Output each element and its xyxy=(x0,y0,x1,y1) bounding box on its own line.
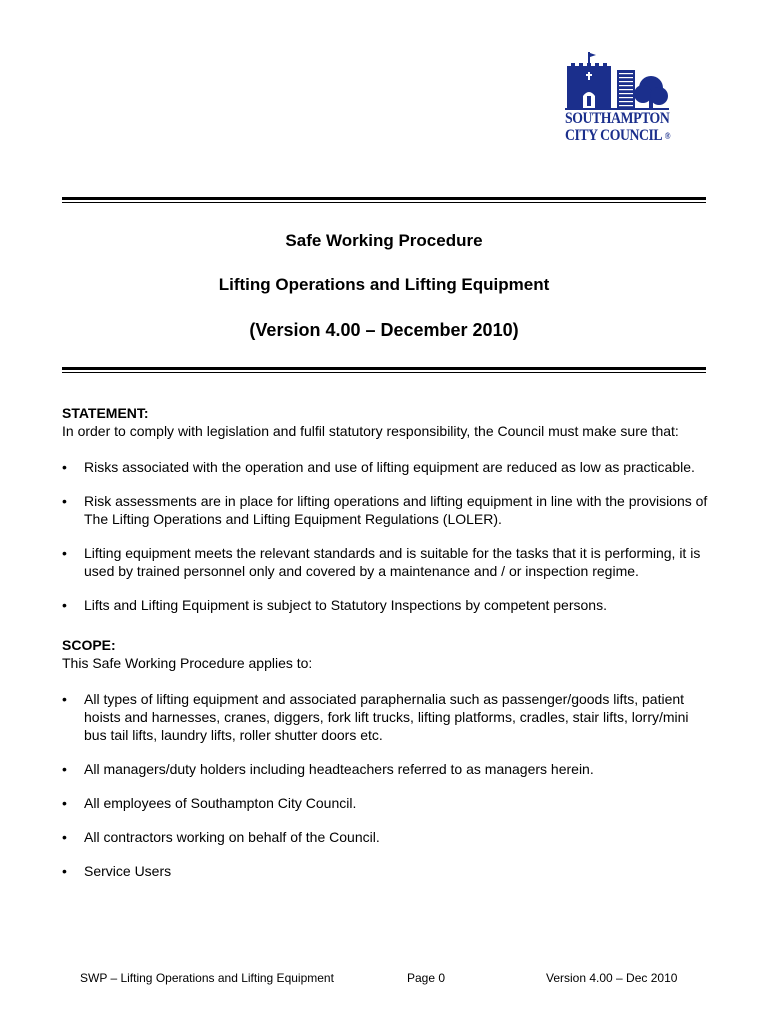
list-item: • All managers/duty holders including headteachers referred to as managers herein. xyxy=(62,761,594,777)
scope-heading: SCOPE: xyxy=(62,637,116,653)
logo-line2: CITY COUNCIL xyxy=(565,127,663,144)
statement-intro: In order to comply with legislation and fulfil statutory responsibility, the Council must make sure that: xyxy=(62,423,679,439)
document-body xyxy=(62,404,712,880)
document-version: (Version 4.00 – December 2010) xyxy=(249,320,519,340)
footer-document-name: SWP – Lifting Operations and Lifting Equipment xyxy=(80,971,334,985)
logo-wordmark xyxy=(565,110,695,145)
scope-list xyxy=(62,690,712,880)
council-logo xyxy=(561,52,693,150)
list-item: • All types of lifting equipment and associated paraphernalia such as passenger/goods lifts, patient hoists and harnesses, cranes, diggers, fork lift trucks, lifting platforms, cradles, stair lifts, lorry/mini bus tail lifts, laundry lifts, roller shutter doors etc. xyxy=(62,691,689,743)
list-item: • Service Users xyxy=(62,863,172,879)
document-subtitle: Lifting Operations and Lifting Equipment xyxy=(218,275,550,294)
bullet-icon: • xyxy=(62,761,67,777)
bullet-icon: • xyxy=(62,795,67,811)
bullet-icon: • xyxy=(62,863,67,879)
scope-intro: This Safe Working Procedure applies to: xyxy=(62,655,313,671)
top-divider xyxy=(62,197,706,200)
footer-version: Version 4.00 – Dec 2010 xyxy=(546,971,678,985)
list-item: • Lifting equipment meets the relevant standards and is suitable for the tasks that it is performing, it is used by trained personnel only and covered by a maintenance and / or inspection regime. xyxy=(62,545,701,579)
list-item: • Lifts and Lifting Equipment is subject to Statutory Inspections by competent persons. xyxy=(62,597,607,613)
castle-skyline-icon xyxy=(561,52,693,112)
list-item: • All employees of Southampton City Council. xyxy=(62,795,357,811)
list-item: • Risk assessments are in place for lifting operations and lifting equipment in line with the provisions of The Lifting Operations and Lifting Equipment Regulations (LOLER). xyxy=(62,493,708,527)
list-item: • Risks associated with the operation and use of lifting equipment are reduced as low as practicable. xyxy=(62,459,695,475)
footer-page-number: Page 0 xyxy=(407,971,446,985)
bullet-icon: • xyxy=(62,691,67,707)
bullet-icon: • xyxy=(62,597,67,613)
bottom-divider xyxy=(62,367,706,370)
bullet-icon: • xyxy=(62,493,67,509)
bullet-icon: • xyxy=(62,545,67,561)
logo-line1: SOUTHAMPTON xyxy=(565,110,670,127)
bullet-icon: • xyxy=(62,459,67,475)
registered-mark: ® xyxy=(664,131,671,141)
statement-list xyxy=(62,458,712,614)
statement-heading: STATEMENT: xyxy=(62,405,149,421)
list-item: • All contractors working on behalf of the Council. xyxy=(62,829,380,845)
bullet-icon: • xyxy=(62,829,67,845)
document-title: Safe Working Procedure xyxy=(285,231,483,250)
